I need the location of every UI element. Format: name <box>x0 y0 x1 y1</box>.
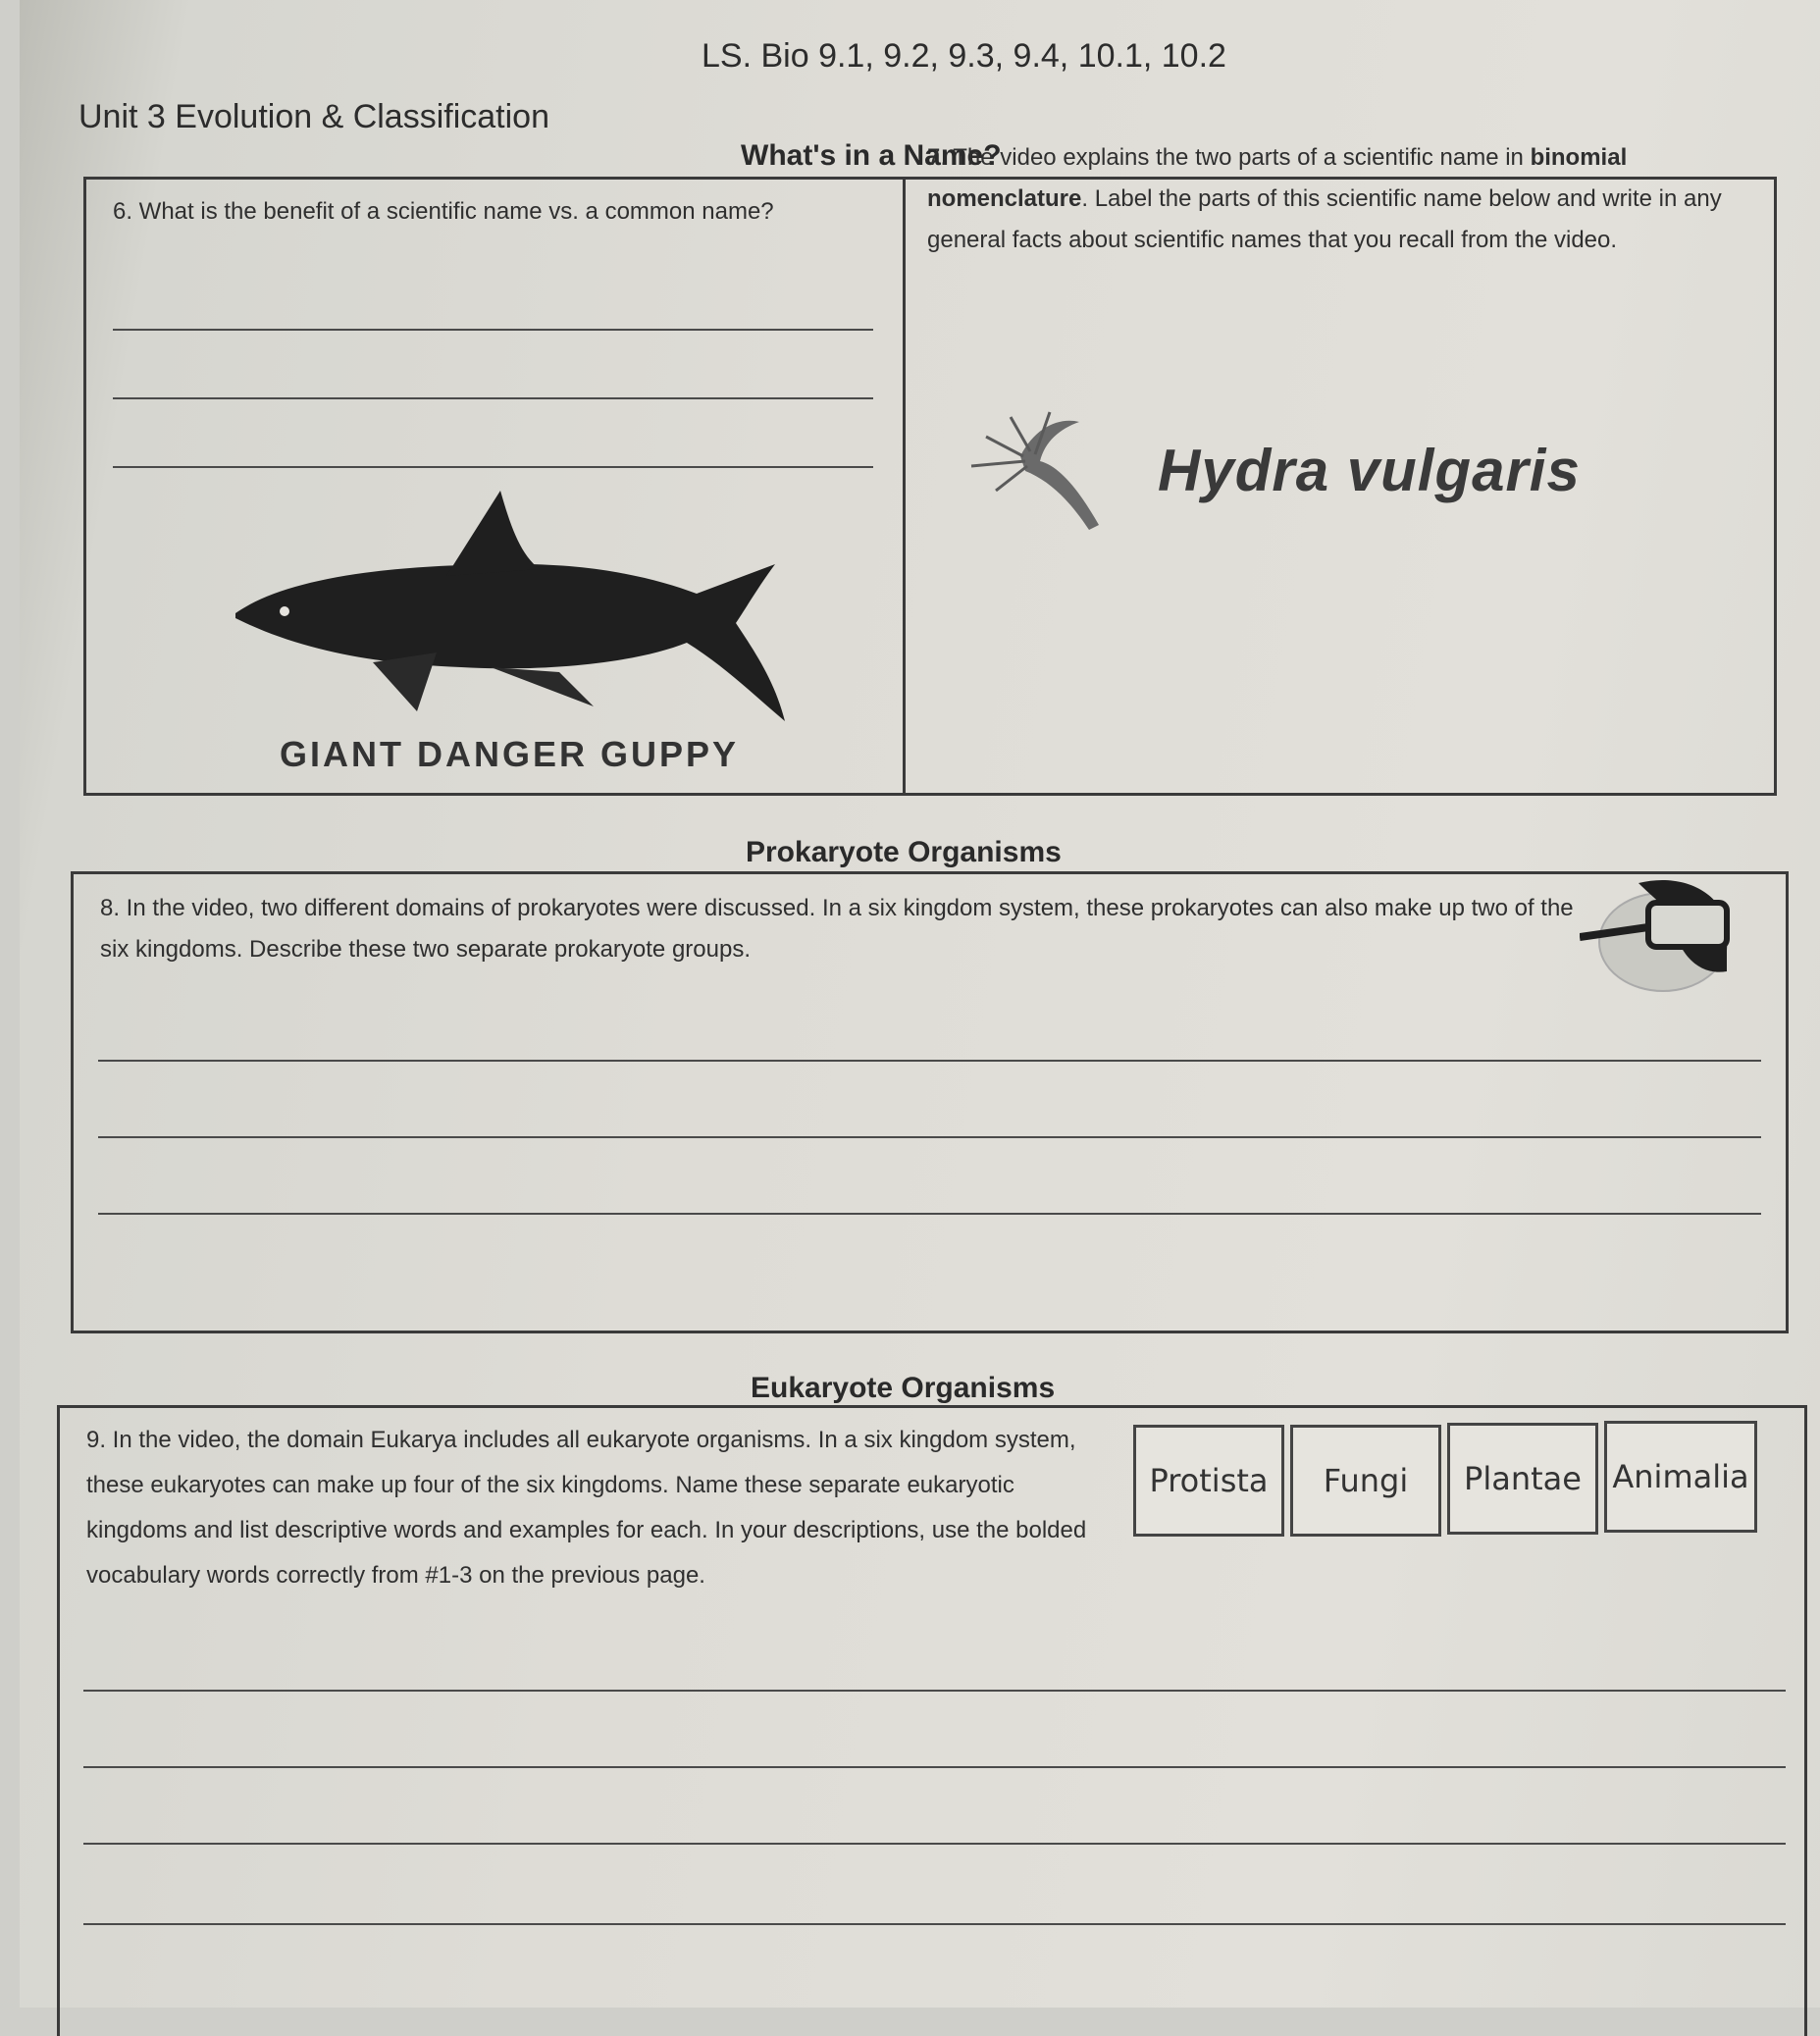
question-6: 6. What is the benefit of a scientific name vs. a common name? <box>113 198 774 225</box>
question-8: 8. In the video, two different domains of prokaryotes were discussed. In a six kingdom system, these prokaryotes can also make up two of the six kingdoms. Describe these two separate prokaryote groups. <box>100 895 1574 963</box>
answer-line-8c[interactable] <box>98 1213 1761 1215</box>
question-9: 9. In the video, the domain Eukarya includes all eukaryote organisms. In a six kingdom system, these eukaryotes can make up four of the six kingdoms. Name these separate eukaryotic kingdoms and list descriptive words and examples for each. In your descriptions, use the bolded vocabulary words correctly from #1-3 on the previous page. <box>86 1427 1087 1589</box>
kingdom-box-animalia: Animalia <box>1604 1421 1757 1533</box>
answer-line-8b[interactable] <box>98 1136 1761 1138</box>
answer-line-9c[interactable] <box>83 1843 1786 1845</box>
question-7-part1: 7. The video explains the two parts of a scientific name in <box>927 144 1524 171</box>
answer-line-8a[interactable] <box>98 1060 1761 1062</box>
fish-caption: GIANT DANGER GUPPY <box>280 734 740 774</box>
prokaryote-cell-icon <box>1580 863 1746 1001</box>
eukaryote-section-title: Eukaryote Organisms <box>751 1372 1056 1404</box>
answer-line-9a[interactable] <box>83 1690 1786 1692</box>
question-7-part2: . Label the parts of this scientific name below and write in any general facts about scientific names that you recall from the video. <box>927 185 1722 253</box>
answer-line-9b[interactable] <box>83 1766 1786 1768</box>
prokaryote-section-title: Prokaryote Organisms <box>746 836 1062 868</box>
answer-line-9d[interactable] <box>83 1923 1786 1925</box>
kingdom-box-fungi: Fungi <box>1290 1425 1441 1537</box>
unit-title: Unit 3 Evolution & Classification <box>78 98 550 135</box>
hydra-illustration <box>966 407 1163 535</box>
giant-danger-guppy-illustration <box>226 486 814 741</box>
answer-line-6b[interactable] <box>113 397 873 399</box>
kingdom-box-protista: Protista <box>1133 1425 1284 1537</box>
kingdom-box-plantae: Plantae <box>1447 1423 1598 1535</box>
names-section-title: What's in a Name? <box>741 139 1002 172</box>
standards-label: LS. Bio 9.1, 9.2, 9.3, 9.4, 10.1, 10.2 <box>702 37 1226 75</box>
question-7 <box>927 137 1751 261</box>
answer-line-6a[interactable] <box>113 329 873 331</box>
worksheet-page <box>20 0 1820 2008</box>
names-section-divider <box>903 177 906 793</box>
binomial-nomenclature-term: binomial nomenclature <box>927 144 1628 212</box>
species-name: Hydra vulgaris <box>1158 438 1581 503</box>
answer-line-6c[interactable] <box>113 466 873 468</box>
